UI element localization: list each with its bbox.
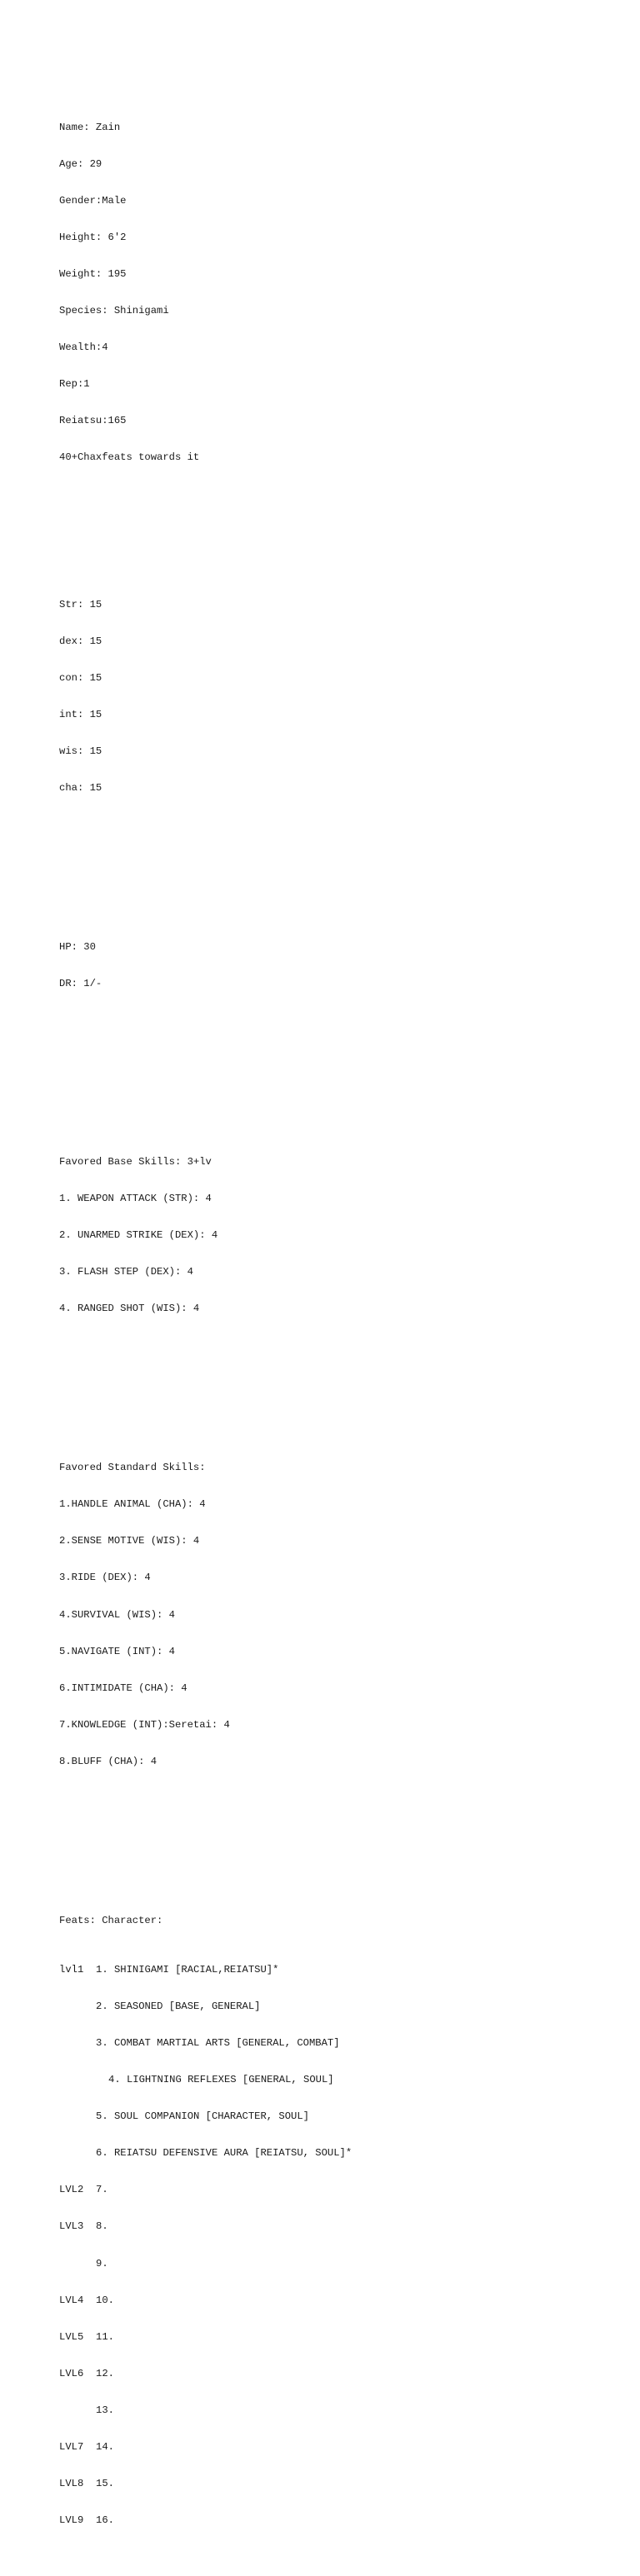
rep-line: Rep:1 (59, 378, 90, 391)
feat-level: LVL4 (59, 2294, 84, 2306)
base-skill-item: 4. RANGED SHOT (WIS): 4 (59, 1303, 200, 1315)
feat-entry: 9. (96, 2257, 108, 2270)
feat-entry: 6. REIATSU DEFENSIVE AURA [REIATSU, SOUL]* (96, 2147, 352, 2160)
feat-row (59, 2001, 626, 2013)
weight-line: Weight: 195 (59, 267, 127, 280)
feat-entry: 12. (96, 2367, 114, 2379)
species-line: Species: Shinigami (59, 304, 169, 316)
feat-row (59, 1964, 626, 1976)
feat-level: LVL5 (59, 2330, 84, 2343)
reiatsu-note-line: 40+Chaxfeats towards it (59, 451, 200, 464)
ability-int: int: 15 (59, 709, 102, 721)
base-skills-section (59, 1131, 626, 1339)
feat-entry: 10. (96, 2294, 114, 2306)
feat-row (59, 2441, 626, 2454)
standard-skill-item: 8.BLUFF (CHA): 4 (59, 1755, 158, 1767)
gender-line: Gender:Male (59, 194, 127, 207)
standard-skill-item: 3.RIDE (DEX): 4 (59, 1572, 151, 1584)
feat-row (59, 2110, 626, 2123)
character-sheet-document (59, 60, 626, 2576)
feat-level: LVL9 (59, 2514, 84, 2527)
feat-level: LVL7 (59, 2441, 84, 2454)
spacer (59, 1052, 626, 1095)
dr-line: DR: 1/- (59, 978, 102, 990)
base-skill-item: 2. UNARMED STRIKE (DEX): 4 (59, 1228, 218, 1241)
feat-level: LVL6 (59, 2367, 84, 2379)
feat-entry: 15. (96, 2478, 114, 2490)
standard-skill-item: 5.NAVIGATE (INT): 4 (59, 1645, 175, 1657)
hp-line: HP: 30 (59, 941, 96, 954)
base-skill-item: 3. FLASH STEP (DEX): 4 (59, 1265, 193, 1278)
feat-level: LVL8 (59, 2478, 84, 2490)
feat-row (59, 2074, 626, 2086)
feat-level: LVL3 (59, 2220, 84, 2233)
spacer (59, 855, 626, 879)
standard-skill-item: 4.SURVIVAL (WIS): 4 (59, 1608, 175, 1621)
feats-heading: Feats: Character: (59, 1915, 163, 1926)
base-skill-item: 1. WEAPON ATTACK (STR): 4 (59, 1192, 212, 1204)
feat-entry: 3. COMBAT MARTIAL ARTS [GENERAL, COMBAT] (96, 2036, 340, 2049)
feat-level: LVL2 (59, 2184, 84, 2196)
feat-entry: 11. (96, 2330, 114, 2343)
feat-row (59, 2331, 626, 2344)
profile-section (59, 97, 626, 488)
feat-row (59, 2294, 626, 2307)
abilities-section (59, 574, 626, 819)
standard-skill-item: 7.KNOWLEDGE (INT):Seretai: 4 (59, 1718, 230, 1731)
ability-con: con: 15 (59, 671, 102, 684)
standard-skill-item: 1.HANDLE ANIMAL (CHA): 4 (59, 1498, 206, 1511)
ability-cha: cha: 15 (59, 782, 102, 795)
spacer (59, 1829, 626, 1853)
ability-wis: wis: 15 (59, 745, 102, 758)
feat-entry: 4. LIGHTNING REFLEXES [GENERAL, SOUL] (108, 2074, 334, 2086)
feat-row (59, 2184, 626, 2196)
age-line: Age: 29 (59, 157, 102, 170)
feat-row (59, 2368, 626, 2380)
reiatsu-line: Reiatsu:165 (59, 415, 127, 427)
feat-level: lvl1 (59, 1963, 84, 1976)
feat-entry: 14. (96, 2441, 114, 2454)
feat-entry: 13. (96, 2404, 114, 2416)
standard-skills-section (59, 1437, 626, 1792)
ability-str: Str: 15 (59, 598, 102, 610)
feat-row (59, 2037, 626, 2050)
vitals-section (59, 917, 626, 1015)
feat-entry: 1. SHINIGAMI [RACIAL,REIATSU]* (96, 1963, 279, 1976)
feat-entry: 16. (96, 2514, 114, 2527)
spacer (59, 1376, 626, 1400)
feat-row (59, 2514, 626, 2527)
standard-skill-item: 2.SENSE MOTIVE (WIS): 4 (59, 1535, 200, 1547)
feat-entry: 5. SOUL COMPANION [CHARACTER, SOUL] (96, 2110, 309, 2123)
base-skills-heading: Favored Base Skills: 3+lv (59, 1155, 212, 1168)
feat-entry: 7. (96, 2184, 108, 2196)
name-line: Name: Zain (59, 121, 121, 133)
feat-row (59, 2478, 626, 2490)
standard-skills-heading: Favored Standard Skills: (59, 1462, 206, 1474)
ability-dex: dex: 15 (59, 635, 102, 647)
feat-row (59, 2404, 626, 2417)
feat-row (59, 2147, 626, 2160)
feat-entry: 2. SEASONED [BASE, GENERAL] (96, 2000, 261, 2012)
wealth-line: Wealth:4 (59, 341, 108, 354)
height-line: Height: 6'2 (59, 231, 127, 243)
spacer (59, 526, 626, 538)
feats-section (59, 1891, 626, 2552)
standard-skill-item: 6.INTIMIDATE (CHA): 4 (59, 1682, 188, 1694)
feat-row (59, 2220, 626, 2233)
feat-entry: 8. (96, 2220, 108, 2233)
feat-row (59, 2258, 626, 2270)
